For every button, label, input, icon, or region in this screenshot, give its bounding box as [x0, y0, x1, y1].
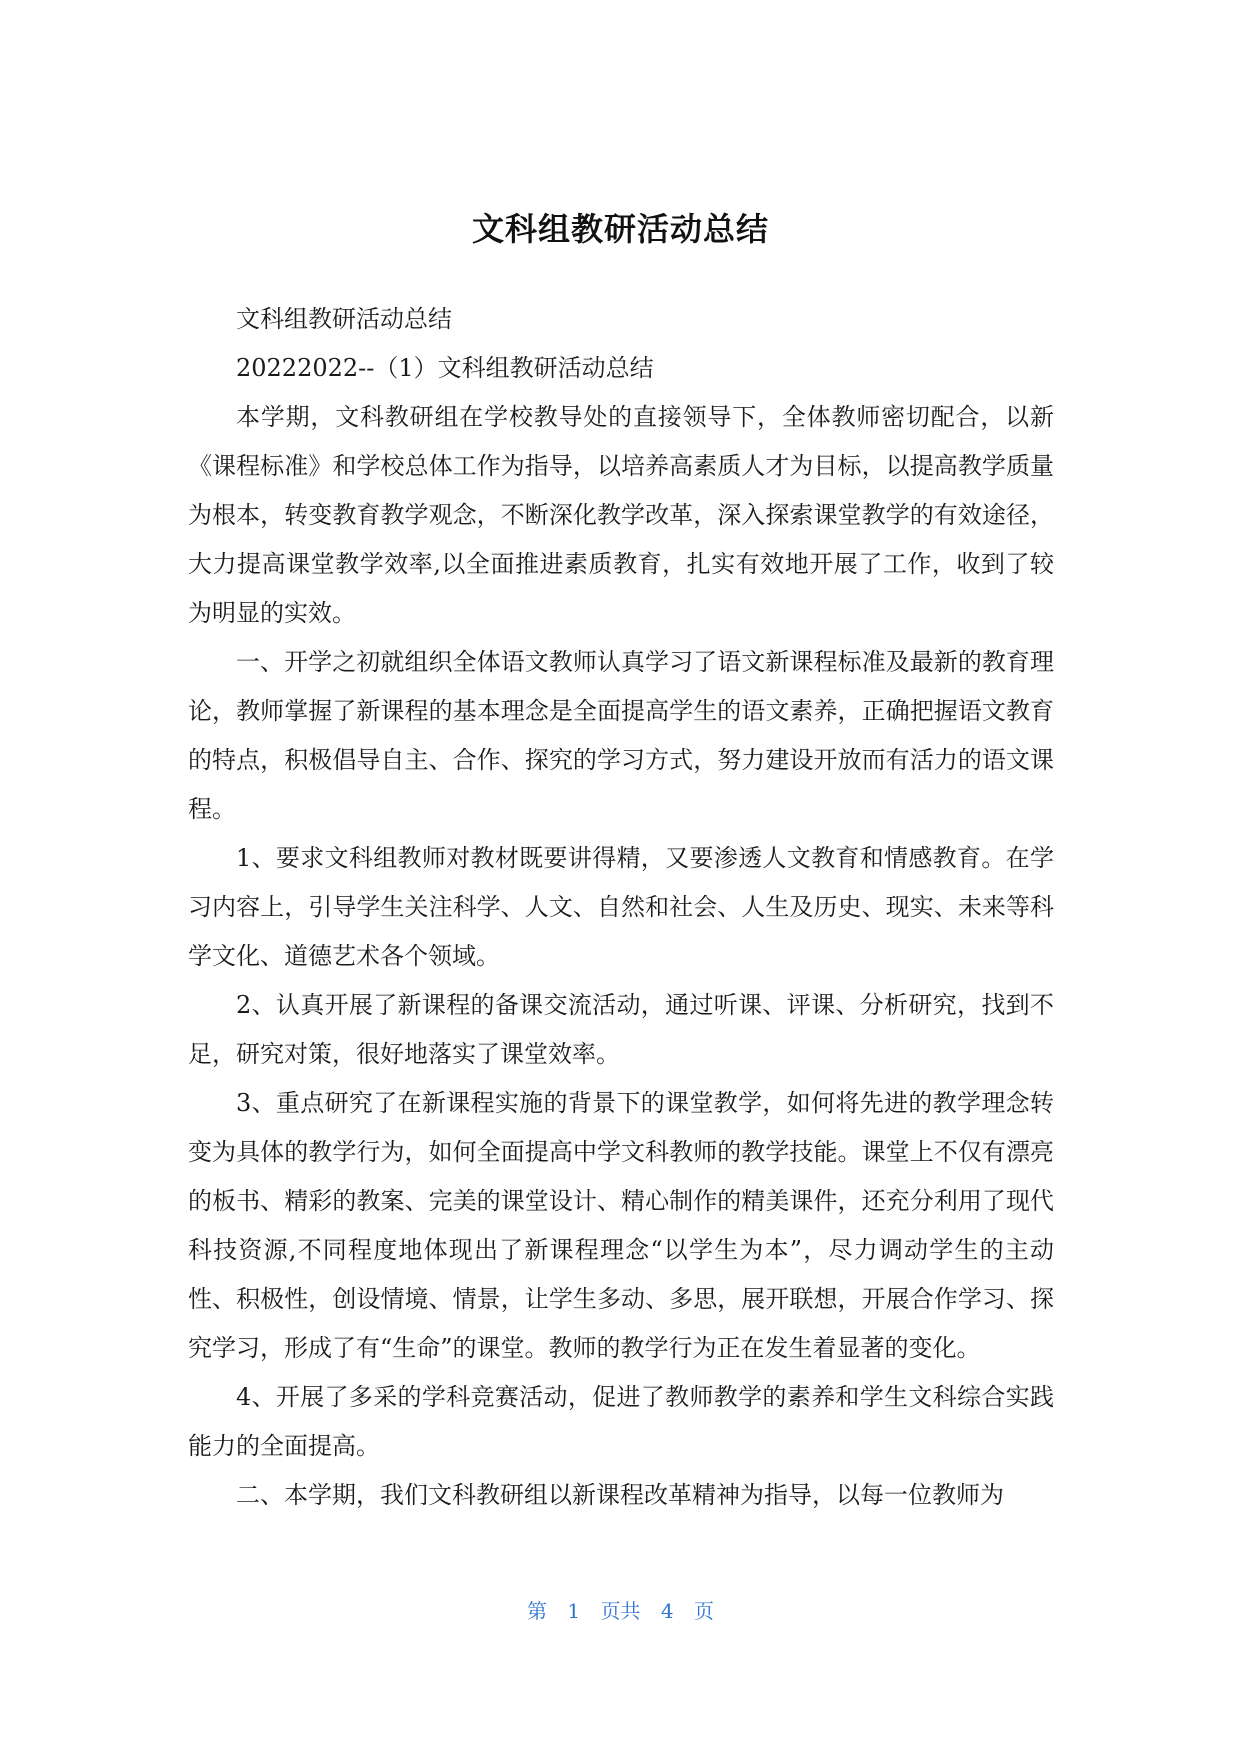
paragraph-section-one: 一、开学之初就组织全体语文教师认真学习了语文新课程标准及最新的教育理论，教师掌握了新课程的基本理念是全面提高学生的语文素养，正确把握语文教育的特点，积极倡导自主、合作、探究的学习方式，努力建设开放而有活力的语文课程。	[188, 648, 1054, 823]
paragraph-item-3: 3、重点研究了在新课程实施的背景下的课堂教学，如何将先进的教学理念转变为具体的教学行为，如何全面提高中学文科教师的教学技能。课堂上不仅有漂亮的板书、精彩的教案、完美的课堂设计、精心制作的精美课件，还充分利用了现代科技资源,不同程度地体现出了新课程理念“以学生为本”，尽力调动学生的主动性、积极性，创设情境、情景，让学生多动、多思，展开联想，开展合作学习、探究学习，形成了有“生命”的课堂。教师的教学行为正在发生着显著的变化。	[188, 1089, 1054, 1362]
paragraph-item-4: 4、开展了多采的学科竞赛活动，促进了教师教学的素养和学生文科综合实践能力的全面提高。	[188, 1383, 1054, 1460]
document-title: 文科组教研活动总结	[471, 210, 769, 249]
footer-total-pages: 4	[660, 1599, 674, 1623]
page-footer	[0, 1597, 1241, 1625]
paragraph-section-two: 二、本学期，我们文科教研组以新课程改革精神为指导，以每一位教师为	[236, 1481, 1004, 1509]
paragraph-term-heading: 20222022--（1）文科组教研活动总结	[236, 354, 654, 382]
paragraph-subtitle: 文科组教研活动总结	[236, 305, 452, 333]
footer-mid: 页共	[600, 1599, 641, 1623]
footer-prefix: 第	[527, 1599, 548, 1623]
footer-current-page: 1	[567, 1599, 581, 1623]
paragraph-item-1: 1、要求文科组教师对教材既要讲得精，又要渗透人文教育和情感教育。在学习内容上，引导学生关注科学、人文、自然和社会、人生及历史、现实、未来等科学文化、道德艺术各个领域。	[188, 844, 1054, 970]
footer-suffix: 页	[693, 1599, 714, 1623]
paragraph-item-2: 2、认真开展了新课程的备课交流活动，通过听课、评课、分析研究，找到不足，研究对策，很好地落实了课堂效率。	[188, 991, 1054, 1068]
paragraph-intro: 本学期，文科教研组在学校教导处的直接领导下，全体教师密切配合，以新《课程标准》和学校总体工作为指导，以培养高素质人才为目标，以提高教学质量为根本，转变教育教学观念，不断深化教学改革，深入探索课堂教学的有效途径，大力提高课堂教学效率,以全面推进素质教育，扎实有效地开展了工作，收到了较为明显的实效。	[188, 403, 1054, 627]
document-body	[188, 295, 1054, 1520]
